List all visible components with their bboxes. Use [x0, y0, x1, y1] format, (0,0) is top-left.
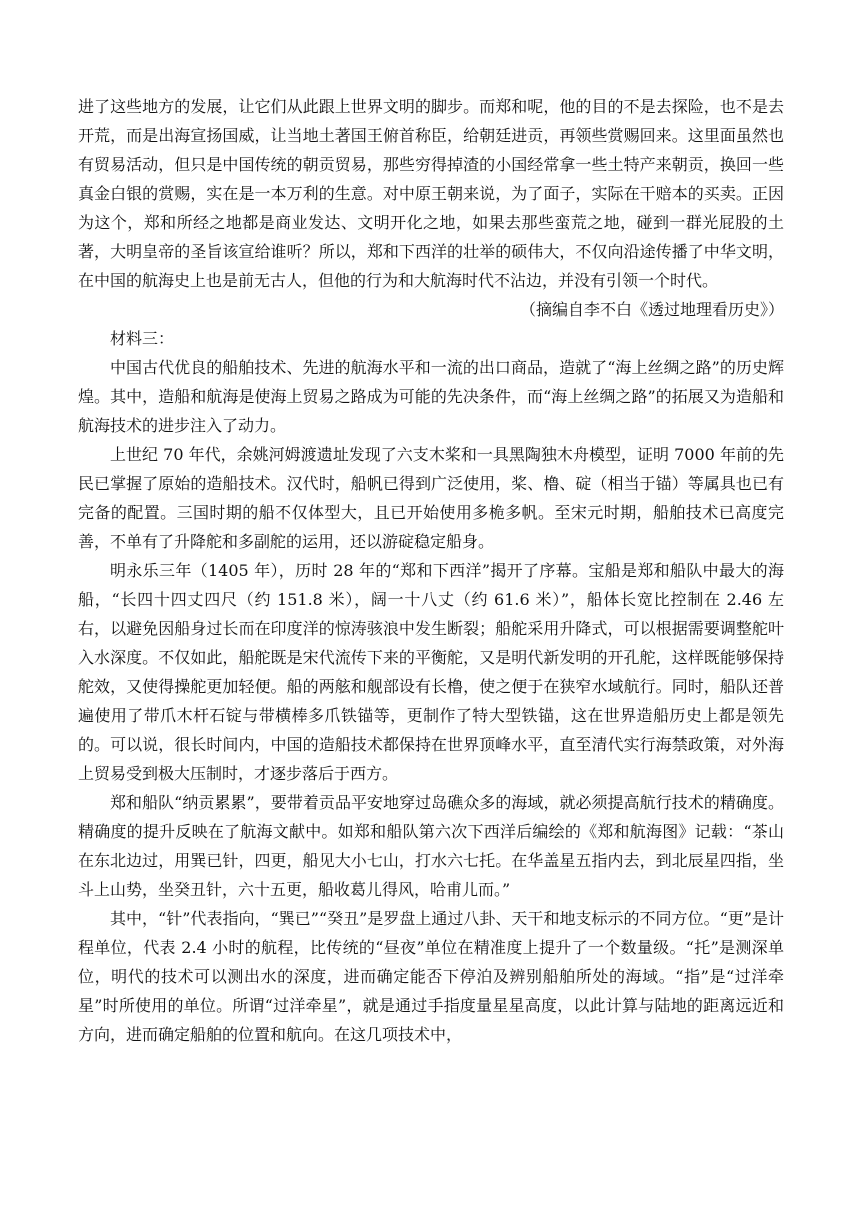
paragraph: 郑和船队“纳贡累累”，要带着贡品平安地穿过岛礁众多的海域，就必须提高航行技术的精确度。精确度的提升反映在了航海文献中。如郑和船队第六次下西洋后编绘的《郑和航海图》记载：“茶山在东北边过，用巽已针，四更，船见大小七山，打水六七托。在华盖星五指内去，到北辰星四指，坐斗上山势，坐癸丑针，六十五更，船收葛儿得风，哈甫儿而。” [78, 793, 784, 899]
source-citation: （摘编自李不白《透过地理看历史》） [519, 300, 784, 319]
paragraph: 其中，“针”代表指向，“巽已”“癸丑”是罗盘上通过八卦、天干和地支标示的不同方位。“更”是计程单位，代表 2.4 小时的航程，比传统的“昼夜”单位在精准度上提升了一个数量级。“托”是测深单位，明代的技术可以测出水的深度，进而确定能否下停泊及辨别船舶所处的海域。“指”是“过洋牵星”时所使用的单位。所谓“过洋牵星”，就是通过手指度量星星高度，以此计算与陆地的距离远近和方向，进而确定船舶的位置和航向。在这几项技术中， [78, 909, 784, 1044]
paragraph: 上世纪 70 年代，余姚河姆渡遗址发现了六支木桨和一具黑陶独木舟模型，证明 7000 年前的先民已掌握了原始的造船技术。汉代时，船帆已得到广泛使用，桨、橹、碇（相当于锚）等属具也已有完备的配置。三国时期的船不仅体型大，且已开始使用多桅多帆。至宋元时期，船舶技术已高度完善，不单有了升降舵和多副舵的运用，还以游碇稳定船身。 [78, 445, 784, 551]
paragraph: 明永乐三年（1405 年），历时 28 年的“郑和下西洋”揭开了序幕。宝船是郑和船队中最大的海船，“长四十四丈四尺（约 151.8 米），阔一十八丈（约 61.6 米）”，船体长宽比控制在 2.46 左右，以避免因船身过长而在印度洋的惊涛骇浪中发生断裂；船舵采用升降式，可以根据需要调整舵叶入水深度。不仅如此，船舵既是宋代流传下来的平衡舵，又是明代新发明的开孔舵，这样既能够保持舵效，又使得操舵更加轻便。船的两舷和舰部设有长橹，使之便于在狭窄水域航行。同时，船队还普遍使用了带爪木杆石锭与带横棒多爪铁锚等，更制作了特大型铁锚，这在世界造船历史上都是领先的。可以说，很长时间内，中国的造船技术都保持在世界顶峰水平，直至清代实行海禁政策，对外海上贸易受到极大压制时，才逐步落后于西方。 [78, 561, 784, 783]
continued-paragraph: 进了这些地方的发展，让它们从此跟上世界文明的脚步。而郑和呢，他的目的不是去探险，也不是去开荒，而是出海宣扬国威，让当地土著国王俯首称臣，给朝廷进贡，再领些赏赐回来。这里面虽然也有贸易活动，但只是中国传统的朝贡贸易，那些穷得掉渣的小国经常拿一些土特产来朝贡，换回一些真金白银的赏赐，实在是一本万利的生意。对中原王朝来说，为了面子，实际在干赔本的买卖。正因为这个，郑和所经之地都是商业发达、文明开化之地，如果去那些蛮荒之地，碰到一群光屁股的土著，大明皇帝的圣旨该宣给谁听？所以，郑和下西洋的壮举的硕伟大，不仅向沿途传播了中华文明，在中国的航海史上也是前无古人，但他的行为和大航海时代不沾边，并没有引领一个时代。 [78, 97, 784, 290]
paragraph: 中国古代优良的船舶技术、先进的航海水平和一流的出口商品，造就了“海上丝绸之路”的历史辉煌。其中，造船和航海是使海上贸易之路成为可能的先决条件，而“海上丝绸之路”的拓展又为造船和航海技术的进步注入了动力。 [78, 358, 784, 435]
section-heading: 材料三： [110, 329, 175, 348]
document-page [78, 92, 784, 1049]
